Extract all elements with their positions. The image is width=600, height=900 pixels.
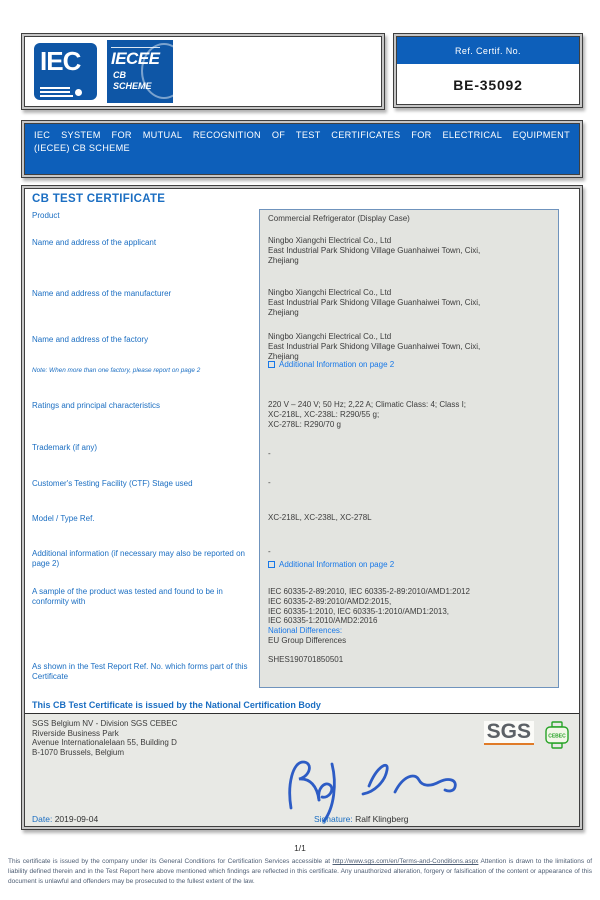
ncb-address-line: SGS Belgium NV - Division SGS CEBEC [32, 719, 178, 728]
signature-label: Signature: [314, 814, 353, 824]
legal-text-before-link: This certificate is issued by the company under its General Conditions for Certification Services accessible at [8, 858, 331, 865]
value-trademark: - [268, 449, 271, 458]
iec-logo-line-icon [40, 87, 70, 89]
factory-note: Note: When more than one factory, please report on page 2 [32, 367, 201, 374]
field-label-additional-information: Additional information (if necessary may also be reported on page 2) [32, 549, 245, 568]
value-line: Ningbo Xiangchi Electrical Co., Ltd [268, 288, 392, 297]
additional-info-label: Additional Information on page 2 [279, 360, 395, 369]
value-ratings [268, 400, 554, 429]
iec-logo-line-icon [40, 91, 70, 93]
scheme-banner-line1: IEC SYSTEM FOR MUTUAL RECOGNITION OF TEST CERTIFICATES FOR ELECTRICAL EQUIPMENT [34, 130, 570, 140]
factory-additional-info [268, 360, 554, 370]
field-label-test-report: As shown in the Test Report Ref. No. which forms part of this Certificate [32, 662, 248, 681]
value-line: Commercial Refrigerator (Display Case) [268, 214, 410, 223]
value-manufacturer [268, 288, 554, 317]
legal-text-after-link: Attention is drawn to the limitations of liability defined therein and in the Test Report here above mentioned which findings are reflected in this certificate. Any unauthorized alteration, forgery or falsification of the content or appearance of this document is unlawful and offenders may be prosecuted to the fullest extent of the law. [8, 858, 593, 885]
value-product [268, 214, 554, 224]
issuer-statement: This CB Test Certificate is issued by the National Certification Body [32, 700, 321, 710]
iec-logo-dot-icon [75, 89, 82, 96]
scheme-banner [21, 120, 583, 178]
standard-line: IEC 60335-2-89:2010/AMD2:2015, [268, 596, 392, 606]
ncb-address-line: Avenue Internationalelaan 55, Building D [32, 738, 177, 748]
ncb-address-line: Riverside Business Park [32, 728, 119, 738]
value-line: Zhejiang [268, 351, 299, 361]
signature-value: Ralf Klingberg [355, 814, 409, 824]
ref-certif-box [393, 33, 583, 108]
field-label-product: Product [32, 211, 60, 220]
value-line: XC-218L, XC-238L: R290/55 g; [268, 409, 380, 419]
field-label-manufacturer: Name and address of the manufacturer [32, 289, 172, 298]
date-label: Date: [32, 814, 53, 824]
national-differences-value: EU Group Differences [268, 635, 347, 645]
values-panel [259, 209, 559, 688]
logo-row [484, 721, 571, 749]
field-label-trademark: Trademark (if any) [32, 443, 98, 452]
signature-field [314, 814, 409, 824]
date-field [32, 814, 98, 824]
value-line: Ningbo Xiangchi Electrical Co., Ltd [268, 332, 392, 341]
field-label-ratings: Ratings and principal characteristics [32, 401, 161, 410]
field-label-model: Model / Type Ref. [32, 514, 95, 523]
value-line: XC-278L: R290/70 g [268, 419, 341, 429]
field-label-factory: Name and address of the factory [32, 335, 149, 344]
value-factory [268, 332, 554, 361]
iecee-logo-cb: CB [113, 70, 126, 80]
ncb-address [32, 719, 177, 757]
iecee-cb-scheme-logo [107, 40, 173, 103]
value-line: 220 V – 240 V; 50 Hz; 2,22 A; Climatic Class: 4; Class I; [268, 400, 467, 409]
field-label-applicant: Name and address of the applicant [32, 238, 157, 247]
field-label-ctf: Customer's Testing Facility (CTF) Stage used [32, 479, 193, 488]
value-additional-information: - [268, 547, 271, 556]
standard-line: IEC 60335-1:2010, IEC 60335-1:2010/AMD1:2013, [268, 606, 450, 616]
field-label-conformity: A sample of the product was tested and found to be in conformity with [32, 587, 223, 606]
value-applicant [268, 236, 554, 265]
iec-logo-line-icon [40, 95, 73, 97]
sgs-logo: SGS [484, 721, 534, 745]
handwritten-signature [277, 750, 477, 824]
value-line: Zhejiang [268, 307, 299, 317]
additional-info-label: Additional Information on page 2 [279, 560, 395, 569]
page-title: CB TEST CERTIFICATE [32, 193, 166, 205]
legal-footer [8, 857, 592, 887]
header-logo-box [21, 33, 385, 110]
standard-line: IEC 60335-1:2010/AMD2:2016 [268, 616, 378, 626]
value-test-report-number: SHES190701850501 [268, 655, 344, 664]
iecee-logo-scheme: SCHEME [113, 81, 152, 91]
value-line: Ningbo Xiangchi Electrical Co., Ltd [268, 236, 392, 245]
national-differences-label: National Differences: [268, 626, 343, 636]
checkbox-icon [268, 561, 275, 568]
value-line: East Industrial Park Shidong Village Guanhaiwei Town, Cixi, [268, 297, 481, 307]
ref-certif-label: Ref. Certif. No. [397, 37, 579, 64]
iec-logo [34, 43, 97, 100]
value-conformity-standards [268, 587, 554, 646]
terms-and-conditions-link[interactable]: http://www.sgs.com/en/Terms-and-Conditions.aspx [332, 858, 479, 865]
iecee-logo-title: IECEE [111, 49, 160, 68]
iec-logo-text: IEC [40, 46, 81, 76]
ncb-address-line: B-1070 Brussels, Belgium [32, 747, 125, 757]
svg-text:CEBEC: CEBEC [548, 733, 566, 740]
certificate-body [21, 185, 583, 830]
checkbox-icon [268, 361, 275, 368]
standard-line: IEC 60335-2-89:2010, IEC 60335-2-89:2010/AMD1:2012 [268, 587, 470, 596]
page-number: 1/1 [294, 843, 306, 853]
value-line: East Industrial Park Shidong Village Guanhaiwei Town, Cixi, [268, 245, 481, 255]
value-ctf: - [268, 478, 271, 487]
additional-information-extra [268, 560, 554, 570]
scheme-banner-line2: (IECEE) CB SCHEME [34, 143, 130, 153]
date-value: 2019-09-04 [54, 814, 99, 824]
ref-certif-number: BE-35092 [453, 77, 523, 93]
value-line: East Industrial Park Shidong Village Guanhaiwei Town, Cixi, [268, 341, 481, 351]
value-model: XC-218L, XC-238L, XC-278L [268, 513, 372, 522]
ncb-signature-section [25, 714, 579, 826]
value-line: Zhejiang [268, 255, 299, 265]
cebec-logo [543, 721, 571, 749]
